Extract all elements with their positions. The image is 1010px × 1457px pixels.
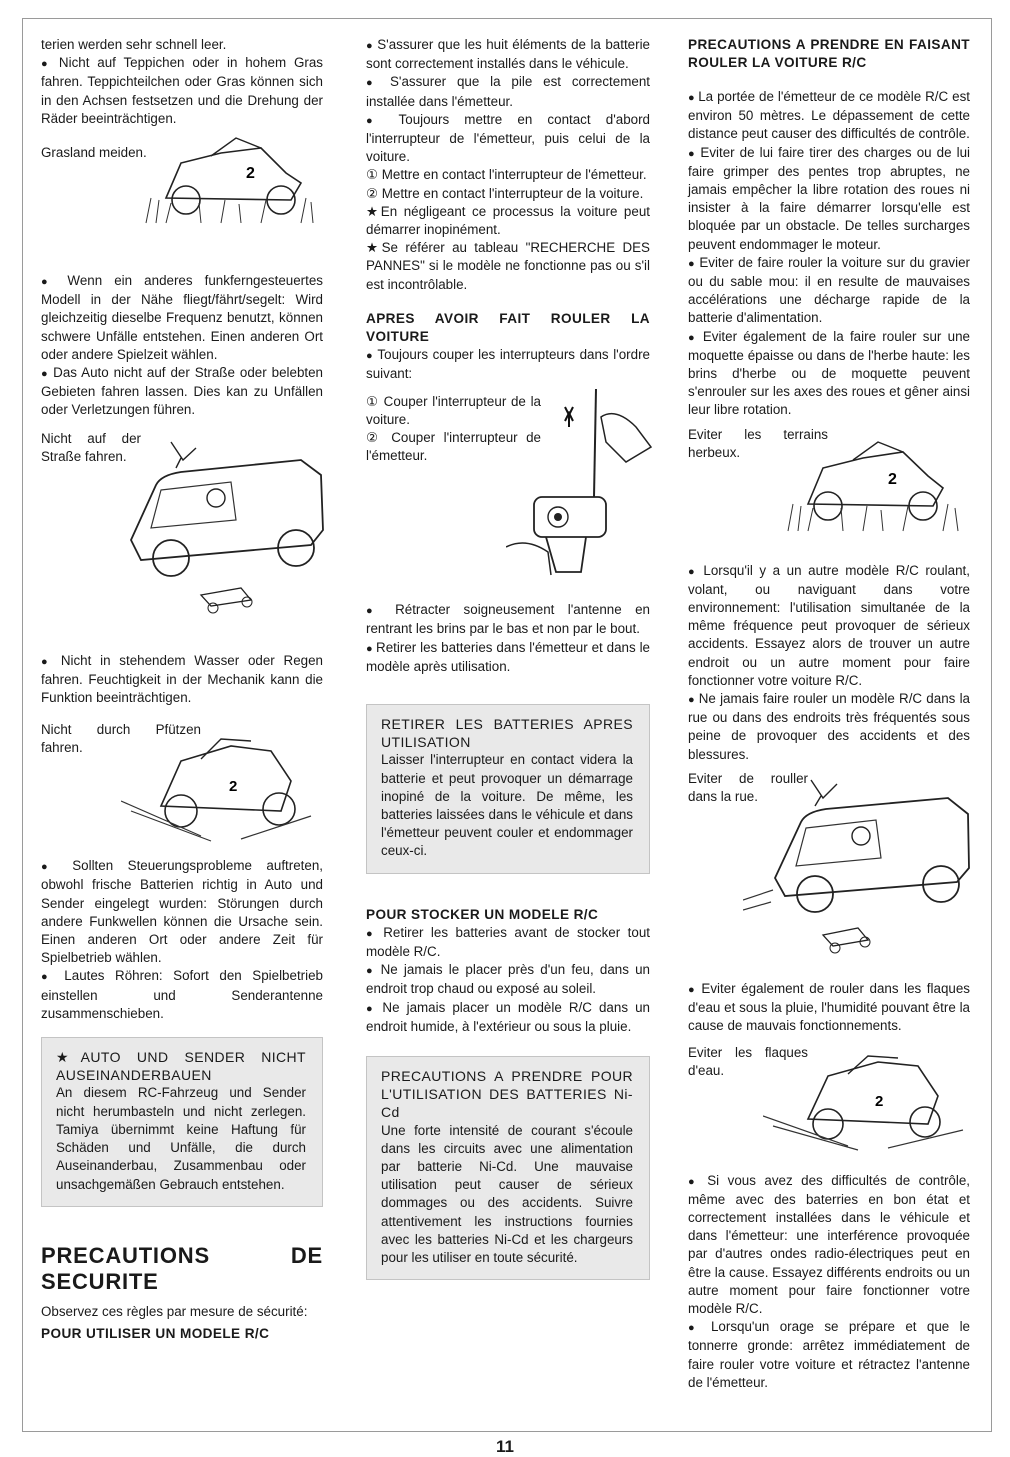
rc-buggy-in-puddle-icon: [763, 1044, 968, 1152]
heading-precautions: PRECAUTIONS A PRENDRE EN FAISANT ROULER LA VOITURE R/C: [688, 37, 970, 70]
paragraph: terien werden sehr schnell leer.: [41, 37, 227, 52]
rc-buggy-in-grass-icon: [141, 128, 321, 228]
notice-box-text: Une forte intensité de courant s'écoule dans les circuits avec une alimentation par batterie Ni-Cd. Une mauvaise utilisation peut causer de sérieux dommages ou des accidents. Suivre attentivement les instructions fournies avec les batteries Ni-Cd et les chargeurs pour les utiliser en toute sécurité.: [381, 1122, 633, 1265]
intro-text: Observez ces règles par mesure de sécurité:: [41, 1303, 308, 1319]
heading-apres: APRES AVOIR FAIT ROULER LA VOITURE: [366, 310, 650, 344]
bullet-paragraph: ● Nicht in stehendem Wasser oder Regen fahren. Feuchtigkeit in der Mechanik kann die Funktion beeinträchtigen.: [41, 652, 323, 708]
svg-text:2: 2: [888, 470, 897, 488]
step-transmitter-off: ② Couper l'interrupteur de l'émetteur.: [366, 430, 541, 464]
illustration-grass: [41, 128, 323, 238]
caption-puddle-fr: Eviter les flaques d'eau.: [688, 1044, 808, 1078]
sub-heading: POUR UTILISER UN MODELE R/C: [41, 1325, 270, 1341]
bullet-paragraph: ● Ne jamais le placer près d'un feu, dans un endroit trop chaud ou exposé au soleil.: [366, 961, 650, 998]
notice-box: [41, 1037, 323, 1207]
caption-grass: Grasland meiden.: [41, 145, 147, 161]
caption-street: Nicht auf der Straße fahren.: [41, 430, 141, 464]
car-on-street-icon: [101, 430, 326, 630]
bullet-paragraph: ● La portée de l'émetteur de ce modèle R/C est environ 50 mètres. Le dépassement de cette distance peut causer des difficultés de contrôle.: [688, 88, 970, 144]
illustration-puddle: [41, 721, 323, 851]
bullet-paragraph: ● Ne jamais placer un modèle R/C dans un endroit humide, à l'extérieur ou sous la pluie.: [366, 999, 650, 1036]
bullet-paragraph: ● Wenn ein anderes funkferngesteuertes Modell in der Nähe fliegt/fährt/segelt: Wird gleichzeitig dieselbe Frequenz benutzt, können schwere Unfälle entstehen. Einen anderen Ort oder andere Spielzeit wählen.: [41, 272, 323, 364]
notice-box-title: PRECAUTIONS A PRENDRE POUR L'UTILISATION DES BATTERIES Ni-Cd: [381, 1067, 633, 1121]
notice-box-batteries: [366, 704, 650, 874]
notice-box-title: ★AUTO UND SENDER NICHT AUSEINANDERBAUEN: [56, 1049, 306, 1084]
rc-buggy-in-puddle-icon: [121, 721, 321, 846]
bullet-paragraph: ● Toujours mettre en contact d'abord l'interrupteur de l'émetteur, puis celui de la voiture.: [366, 111, 650, 167]
notice-box-nicd: [366, 1056, 650, 1280]
bullet-paragraph: ● S'assurer que les huit éléments de la batterie sont correctement installés dans le véhicule.: [366, 36, 650, 73]
bullet-paragraph: ● Das Auto nicht auf der Straße oder belebten Gebieten fahren lassen. Dies kan zu Unfällen oder Verletzungen führen.: [41, 364, 323, 420]
car-on-street-icon: [743, 770, 973, 965]
bullet-paragraph: ● Lautes Röhren: Sofort den Spielbetrieb einstellen und Senderantenne zusammenschieben.: [41, 967, 323, 1023]
bullet-paragraph: ● Retirer les batteries avant de stocker tout modèle R/C.: [366, 924, 650, 961]
bullet-paragraph: ● Toujours couper les interrupteurs dans l'ordre suivant:: [366, 346, 650, 383]
bullet-paragraph: ● Lorsqu'il y a un autre modèle R/C roulant, volant, ou naviguant dans votre environnement: l'utilisation simultanée de la même fréquence peut provoquer de sérieux accidents. Essayez alors de trouver un autre endroit ou un autre moment pour faire fonctionner votre voiture R/C.: [688, 562, 970, 690]
bullet-paragraph: ● Nicht auf Teppichen oder in hohem Gras fahren. Teppichteilchen oder Gras können sich in den Achsen festsetzen und die Drehung der Räder beeinträchtigen.: [41, 54, 323, 128]
column-french-right: [688, 36, 970, 1392]
caption-grass-fr: Eviter les terrains herbeux.: [688, 426, 828, 460]
illustration-puddle-fr: [688, 1044, 970, 1154]
bullet-paragraph: ● Rétracter soigneusement l'antenne en rentrant les brins par le bas et non par le bout.: [366, 601, 650, 638]
section-title: PRECAUTIONS DE SECURITE: [41, 1242, 323, 1294]
bullet-paragraph: ● S'assurer que la pile est correctement installée dans l'émetteur.: [366, 73, 650, 110]
step-car-off: ① Couper l'interrupteur de la voiture.: [366, 394, 541, 428]
svg-text:2: 2: [229, 778, 238, 796]
svg-text:2: 2: [875, 1092, 884, 1110]
note: ★Se référer au tableau "RECHERCHE DES PANNES" si le modèle ne fonctionne pas ou s'il est incontrôlable.: [366, 240, 650, 292]
bullet-paragraph: ● Ne jamais faire rouler un modèle R/C dans la rue ou dans des endroits très fréquentés sous peine de provoquer des accidents et des blessures.: [688, 690, 970, 764]
caption-puddle: Nicht durch Pfützen fahren.: [41, 722, 201, 756]
notice-box-text: An diesem RC-Fahrzeug und Sender nicht herumbasteln und nicht zerlegen. Tamiya übernimmt keine Haftung für Schäden und Unfälle, die durch Auseinanderbau, Zusammenbau oder unsachgemäßen Gebrauch entstehen.: [56, 1085, 306, 1192]
note: ★En négligeant ce processus la voiture peut démarrer inopinément.: [366, 203, 650, 238]
heading-stocker: POUR STOCKER UN MODELE R/C: [366, 906, 599, 922]
rc-buggy-in-grass-icon: [783, 426, 968, 536]
bullet-paragraph: ● Si vous avez des difficultés de contrôle, même avec des baterries en bon état et correctement installées dans le véhicule et dans l'émetteur: une interférence provoquée par d'autres ondes radio-électriques peut en être la cause. Essayez différents endroits ou un autre moment pour faire fonctionner votre modèle R/C.: [688, 1172, 970, 1319]
caption-street-fr: Eviter de rouller dans la rue.: [688, 770, 808, 805]
column-german: [41, 36, 323, 1343]
bullet-paragraph: ● Eviter de faire rouler la voiture sur du gravier ou du sable mou: il en resulte de mauvaises accélérations une décharge rapide de la batterie d'alimentation.: [688, 254, 970, 328]
bullet-paragraph: ● Sollten Steuerungsprobleme auftreten, obwohl frische Batterien richtig in Auto und Sender eingelegt wurden: Störungen durch andere Funkwellen können die Ursache sein. Einen anderen Ort oder andere Zeit für Spielbetrieb wählen.: [41, 857, 323, 967]
bullet-paragraph: ● Eviter également de rouler dans les flaques d'eau et sous la pluie, l'humidité pouvant être la cause de mauvais fonctionnements.: [688, 980, 970, 1036]
bullet-paragraph: ● Lorsqu'un orage se prépare et que le tonnerre gronde: arrêtez immédiatement de faire rouler votre voiture et rétractez l'antenne de l'émetteur.: [688, 1318, 970, 1392]
notice-box-title: RETIRER LES BATTERIES APRES UTILISATION: [381, 716, 633, 751]
illustration-transmitter: [366, 387, 650, 577]
svg-text:2: 2: [246, 165, 255, 183]
illustration-street: [41, 430, 323, 640]
bullet-paragraph: ● Eviter de lui faire tirer des charges ou de lui faire grimper des pentes trop abruptes, ne jamais empêcher la libre rotation des roues ni insister à la faire démarrer lorsqu'elle est bloquée par un obstacle. De telles surcharges peuvent endommager le moteur.: [688, 144, 970, 254]
notice-box-text: Laisser l'interrupteur en contact videra la batterie et peut provoquer un démarrage inopiné de la voiture. De même, les batteries laissées dans le véhicule et dans l'émetteur peuvent couler et endommager ceux-ci.: [381, 752, 633, 859]
transmitter-in-hand-icon: [506, 387, 656, 577]
step: ① Mettre en contact l'interrupteur de l'émetteur.: [366, 167, 647, 183]
illustration-grass-fr: [688, 426, 970, 546]
column-french-middle: [366, 36, 650, 1280]
bullet-paragraph: ● Eviter également de la faire rouler sur une moquette épaisse ou dans de l'herbe haute: les brins d'herbe ou de moquette peuvent s'enrouler sur les axes des roues et gêner ainsi leur libre rotation.: [688, 328, 970, 420]
bullet-paragraph: ● Retirer les batteries dans l'émetteur et dans le modèle après utilisation.: [366, 639, 650, 676]
page-number: 11: [496, 1437, 514, 1456]
step: ② Mettre en contact l'interrupteur de la voiture.: [366, 185, 644, 201]
illustration-street-fr: [688, 770, 970, 970]
